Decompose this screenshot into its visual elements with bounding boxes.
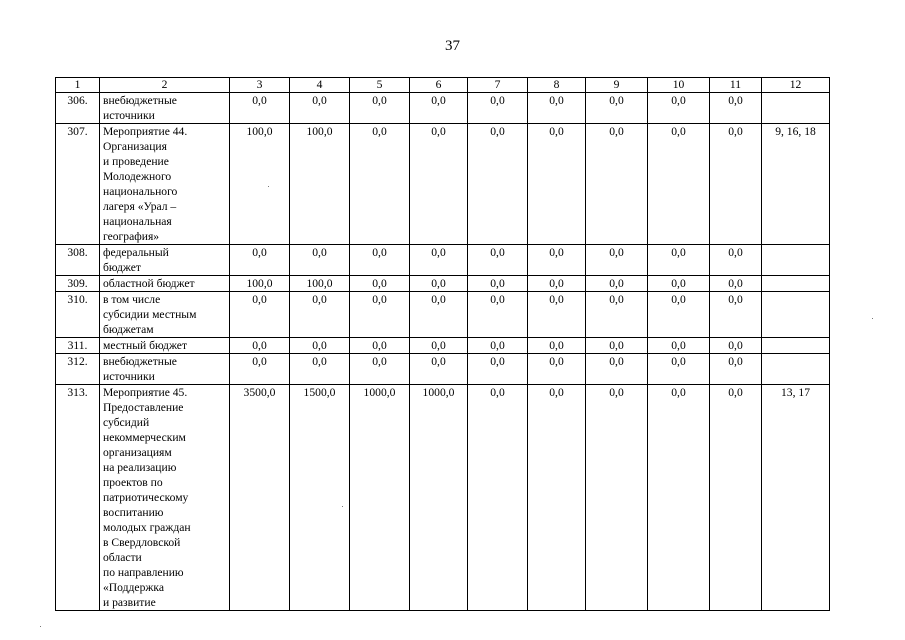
- value-cell: 0,0: [290, 354, 350, 385]
- row-name-cell: внебюджетные источники: [100, 93, 230, 124]
- value-cell: 0,0: [230, 93, 290, 124]
- column-header: 6: [410, 78, 468, 93]
- value-cell: 0,0: [468, 385, 528, 611]
- reference-cell: [762, 338, 830, 354]
- row-name-cell: в том числе субсидии местным бюджетам: [100, 292, 230, 338]
- value-cell: 0,0: [350, 245, 410, 276]
- value-cell: 3500,0: [230, 385, 290, 611]
- row-name-cell: федеральный бюджет: [100, 245, 230, 276]
- value-cell: 1000,0: [410, 385, 468, 611]
- value-cell: 1000,0: [350, 385, 410, 611]
- value-cell: 100,0: [290, 124, 350, 245]
- value-cell: 0,0: [290, 93, 350, 124]
- table-body: [56, 78, 830, 611]
- value-cell: 0,0: [648, 245, 710, 276]
- row-name-cell: областной бюджет: [100, 276, 230, 292]
- value-cell: 0,0: [586, 354, 648, 385]
- row-name-cell: Мероприятие 44. Организация и проведение Молодежного национального лагеря «Урал – национальная география»: [100, 124, 230, 245]
- value-cell: 0,0: [468, 276, 528, 292]
- value-cell: 0,0: [710, 354, 762, 385]
- value-cell: 0,0: [410, 276, 468, 292]
- value-cell: 0,0: [586, 276, 648, 292]
- value-cell: 0,0: [290, 292, 350, 338]
- value-cell: 0,0: [710, 338, 762, 354]
- reference-cell: [762, 354, 830, 385]
- value-cell: 0,0: [410, 292, 468, 338]
- value-cell: 0,0: [648, 338, 710, 354]
- reference-cell: [762, 245, 830, 276]
- table-row: [56, 93, 830, 124]
- value-cell: 0,0: [230, 245, 290, 276]
- value-cell: 0,0: [710, 124, 762, 245]
- row-number-cell: 307.: [56, 124, 100, 245]
- value-cell: 100,0: [230, 276, 290, 292]
- scan-speck: [268, 186, 269, 187]
- table-row: [56, 245, 830, 276]
- value-cell: 0,0: [710, 93, 762, 124]
- value-cell: 0,0: [528, 93, 586, 124]
- row-number-cell: 306.: [56, 93, 100, 124]
- column-header: 8: [528, 78, 586, 93]
- value-cell: 0,0: [468, 93, 528, 124]
- reference-cell: [762, 276, 830, 292]
- column-header: 11: [710, 78, 762, 93]
- value-cell: 1500,0: [290, 385, 350, 611]
- table-row: [56, 354, 830, 385]
- value-cell: 0,0: [710, 292, 762, 338]
- reference-cell: [762, 292, 830, 338]
- value-cell: 0,0: [410, 354, 468, 385]
- value-cell: 0,0: [410, 124, 468, 245]
- column-header: 9: [586, 78, 648, 93]
- value-cell: 100,0: [230, 124, 290, 245]
- value-cell: 0,0: [586, 292, 648, 338]
- value-cell: 0,0: [648, 385, 710, 611]
- table-row: [56, 276, 830, 292]
- value-cell: 0,0: [586, 245, 648, 276]
- value-cell: 0,0: [528, 385, 586, 611]
- value-cell: 0,0: [528, 276, 586, 292]
- value-cell: 0,0: [230, 292, 290, 338]
- value-cell: 0,0: [648, 292, 710, 338]
- value-cell: 0,0: [230, 338, 290, 354]
- value-cell: 0,0: [350, 93, 410, 124]
- column-header: 4: [290, 78, 350, 93]
- budget-table: [55, 77, 830, 611]
- value-cell: 0,0: [710, 385, 762, 611]
- table-row: [56, 292, 830, 338]
- value-cell: 0,0: [350, 354, 410, 385]
- reference-cell: [762, 93, 830, 124]
- value-cell: 0,0: [290, 245, 350, 276]
- row-number-cell: 308.: [56, 245, 100, 276]
- value-cell: 0,0: [648, 124, 710, 245]
- value-cell: 0,0: [528, 354, 586, 385]
- value-cell: 0,0: [586, 338, 648, 354]
- scan-speck: [342, 506, 343, 507]
- value-cell: 0,0: [410, 93, 468, 124]
- value-cell: 0,0: [350, 276, 410, 292]
- value-cell: 0,0: [230, 354, 290, 385]
- value-cell: 0,0: [410, 245, 468, 276]
- row-number-cell: 311.: [56, 338, 100, 354]
- reference-cell: 9, 16, 18: [762, 124, 830, 245]
- column-header: 3: [230, 78, 290, 93]
- value-cell: 100,0: [290, 276, 350, 292]
- row-name-cell: местный бюджет: [100, 338, 230, 354]
- scan-speck: [872, 318, 873, 319]
- column-header: 7: [468, 78, 528, 93]
- value-cell: 0,0: [586, 124, 648, 245]
- value-cell: 0,0: [468, 245, 528, 276]
- row-name-cell: внебюджетные источники: [100, 354, 230, 385]
- table-row: [56, 124, 830, 245]
- table-row: [56, 385, 830, 611]
- row-name-cell: Мероприятие 45. Предоставление субсидий некоммерческим организациям на реализацию проектов по патриотическому воспитанию молодых граждан в Свердловской области по направлению «Поддержка и развитие: [100, 385, 230, 611]
- value-cell: 0,0: [528, 245, 586, 276]
- column-header: 12: [762, 78, 830, 93]
- reference-cell: 13, 17: [762, 385, 830, 611]
- table-row: [56, 338, 830, 354]
- row-number-cell: 312.: [56, 354, 100, 385]
- value-cell: 0,0: [350, 292, 410, 338]
- row-number-cell: 313.: [56, 385, 100, 611]
- value-cell: 0,0: [710, 276, 762, 292]
- value-cell: 0,0: [290, 338, 350, 354]
- value-cell: 0,0: [648, 93, 710, 124]
- value-cell: 0,0: [468, 354, 528, 385]
- value-cell: 0,0: [410, 338, 468, 354]
- value-cell: 0,0: [710, 245, 762, 276]
- value-cell: 0,0: [468, 338, 528, 354]
- row-number-cell: 309.: [56, 276, 100, 292]
- row-number-cell: 310.: [56, 292, 100, 338]
- value-cell: 0,0: [468, 124, 528, 245]
- value-cell: 0,0: [528, 292, 586, 338]
- column-header: 10: [648, 78, 710, 93]
- column-header: 5: [350, 78, 410, 93]
- scan-speck: [40, 626, 41, 627]
- value-cell: 0,0: [586, 93, 648, 124]
- column-header: 1: [56, 78, 100, 93]
- value-cell: 0,0: [528, 338, 586, 354]
- table-header-row: [56, 78, 830, 93]
- value-cell: 0,0: [350, 338, 410, 354]
- value-cell: 0,0: [648, 276, 710, 292]
- value-cell: 0,0: [528, 124, 586, 245]
- page-number: 37: [445, 38, 460, 54]
- value-cell: 0,0: [586, 385, 648, 611]
- column-header: 2: [100, 78, 230, 93]
- value-cell: 0,0: [468, 292, 528, 338]
- value-cell: 0,0: [350, 124, 410, 245]
- value-cell: 0,0: [648, 354, 710, 385]
